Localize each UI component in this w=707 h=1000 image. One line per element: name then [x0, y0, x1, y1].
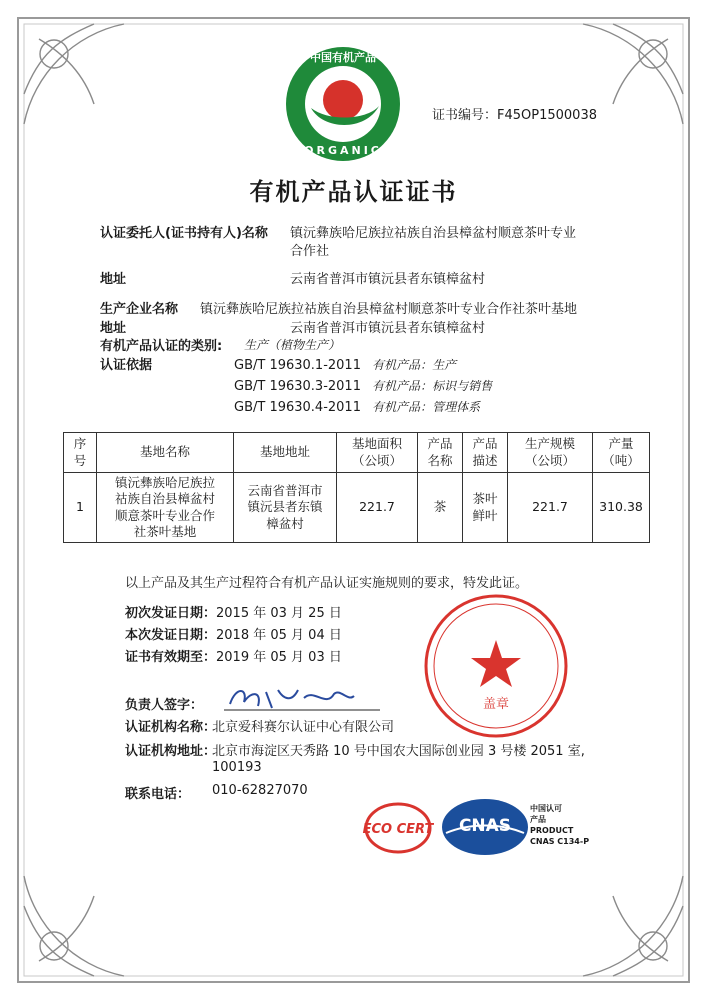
signature — [222, 680, 382, 716]
standard-code: GB/T 19630.4-2011 — [234, 400, 361, 415]
cnas-en1: PRODUCT — [530, 826, 574, 835]
dates-list — [125, 602, 342, 668]
cnas-cn1: 中国认可 — [530, 804, 562, 813]
base-table — [63, 432, 650, 543]
header-output: 产量 （吨） — [593, 433, 650, 473]
header-scale: 生产规模 （公顷） — [508, 433, 593, 473]
header-base-name: 基地名称 — [97, 433, 234, 473]
standard-code: GB/T 19630.3-2011 — [234, 379, 361, 394]
header-product-desc: 产品 描述 — [463, 433, 508, 473]
logo-ring-text: 中国有机产品 — [310, 51, 376, 64]
header-product-name: 产品 名称 — [418, 433, 463, 473]
header-base-address: 基地地址 — [234, 433, 337, 473]
header-no: 序 号 — [64, 433, 97, 473]
cell-area: 221.7 — [337, 473, 418, 543]
org-name-label: 认证机构名称： — [125, 720, 217, 735]
standard-code: GB/T 19630.1-2011 — [234, 358, 361, 373]
cell-no: 1 — [64, 473, 97, 543]
statement: 以上产品及其生产过程符合有机产品认证实施规则的要求，特发此证。 — [125, 576, 529, 591]
cell-desc: 茶叶 鲜叶 — [463, 473, 508, 543]
cnas-caption — [530, 803, 589, 847]
cell-output: 310.38 — [593, 473, 650, 543]
cell-scale: 221.7 — [508, 473, 593, 543]
date-item — [125, 602, 342, 624]
basis-label: 认证依据 — [100, 358, 153, 373]
table-row — [64, 473, 650, 543]
official-seal — [422, 592, 570, 740]
producer-address-value: 云南省普洱市镇沅县者东镇樟盆村 — [290, 321, 486, 336]
phone-label: 联系电话： — [125, 787, 191, 802]
holder-name-line1: 镇沅彝族哈尼族拉祜族自治县樟盆村顺意茶叶专业 — [290, 226, 577, 241]
address-label: 地址 — [100, 272, 127, 287]
date-item — [125, 624, 342, 646]
org-address-line2: 100193 — [212, 760, 262, 775]
date-value: 2015 年 03 月 25 日 — [216, 606, 342, 621]
phone-value: 010-62827070 — [212, 783, 308, 798]
producer-value: 镇沅彝族哈尼族拉祜族自治县樟盆村顺意茶叶专业合作社茶叶基地 — [200, 302, 578, 317]
ecocert-logo — [362, 800, 434, 856]
table-header-row — [64, 433, 650, 473]
cnas-cn2: 产品 — [530, 815, 546, 824]
date-value: 2019 年 05 月 03 日 — [216, 650, 342, 665]
cell-base-name: 镇沅彝族哈尼族拉 祜族自治县樟盆村 顺意茶叶专业合作 社茶叶基地 — [97, 473, 234, 543]
address-value: 云南省普洱市镇沅县者东镇樟盆村 — [290, 272, 486, 287]
date-label: 证书有效期至： — [125, 650, 217, 665]
standard-desc: 有机产品：管理体系 — [372, 400, 481, 414]
seal-label: 盖章 — [482, 697, 510, 712]
standard-item — [234, 375, 492, 396]
cnas-logo — [440, 797, 530, 857]
standard-desc: 有机产品：标识与销售 — [372, 379, 493, 393]
holder-label: 认证委托人(证书持有人)名称 — [100, 226, 268, 241]
ecocert-text: ECO CERT — [362, 822, 434, 837]
page-title: 有机产品认证证书 — [249, 178, 458, 206]
cnas-en2: CNAS C134-P — [530, 837, 590, 846]
org-address-label: 认证机构地址： — [125, 744, 217, 759]
producer-address-label: 地址 — [100, 321, 127, 336]
cell-base-address: 云南省普洱市 镇沅县者东镇 樟盆村 — [234, 473, 337, 543]
holder-name-line2: 合作社 — [290, 244, 330, 259]
category-label: 有机产品认证的类别: — [100, 339, 223, 354]
standard-item — [234, 396, 492, 417]
header-area: 基地面积 （公顷） — [337, 433, 418, 473]
date-value: 2018 年 05 月 04 日 — [216, 628, 342, 643]
certificate-number: 证书编号：F45OP1500038 — [432, 108, 597, 123]
seal-star-icon — [471, 640, 521, 687]
signer-label: 负责人签字： — [125, 698, 204, 713]
standards-list — [234, 354, 492, 417]
category-value: 生产（植物生产） — [244, 338, 341, 352]
date-item — [125, 646, 342, 668]
org-name-value: 北京爱科赛尔认证中心有限公司 — [212, 720, 395, 735]
date-label: 初次发证日期： — [125, 606, 217, 621]
date-label: 本次发证日期： — [125, 628, 217, 643]
organic-logo — [283, 44, 403, 164]
cnas-mark-text: CNAS — [458, 816, 512, 836]
cell-product: 茶 — [418, 473, 463, 543]
org-address-line1: 北京市海淀区天秀路 10 号中国农大国际创业园 3 号楼 2051 室, — [212, 744, 585, 759]
standard-desc: 有机产品：生产 — [372, 358, 457, 372]
logo-organic-text: ORGANIC — [304, 144, 382, 157]
producer-label: 生产企业名称 — [100, 302, 179, 317]
standard-item — [234, 354, 492, 375]
